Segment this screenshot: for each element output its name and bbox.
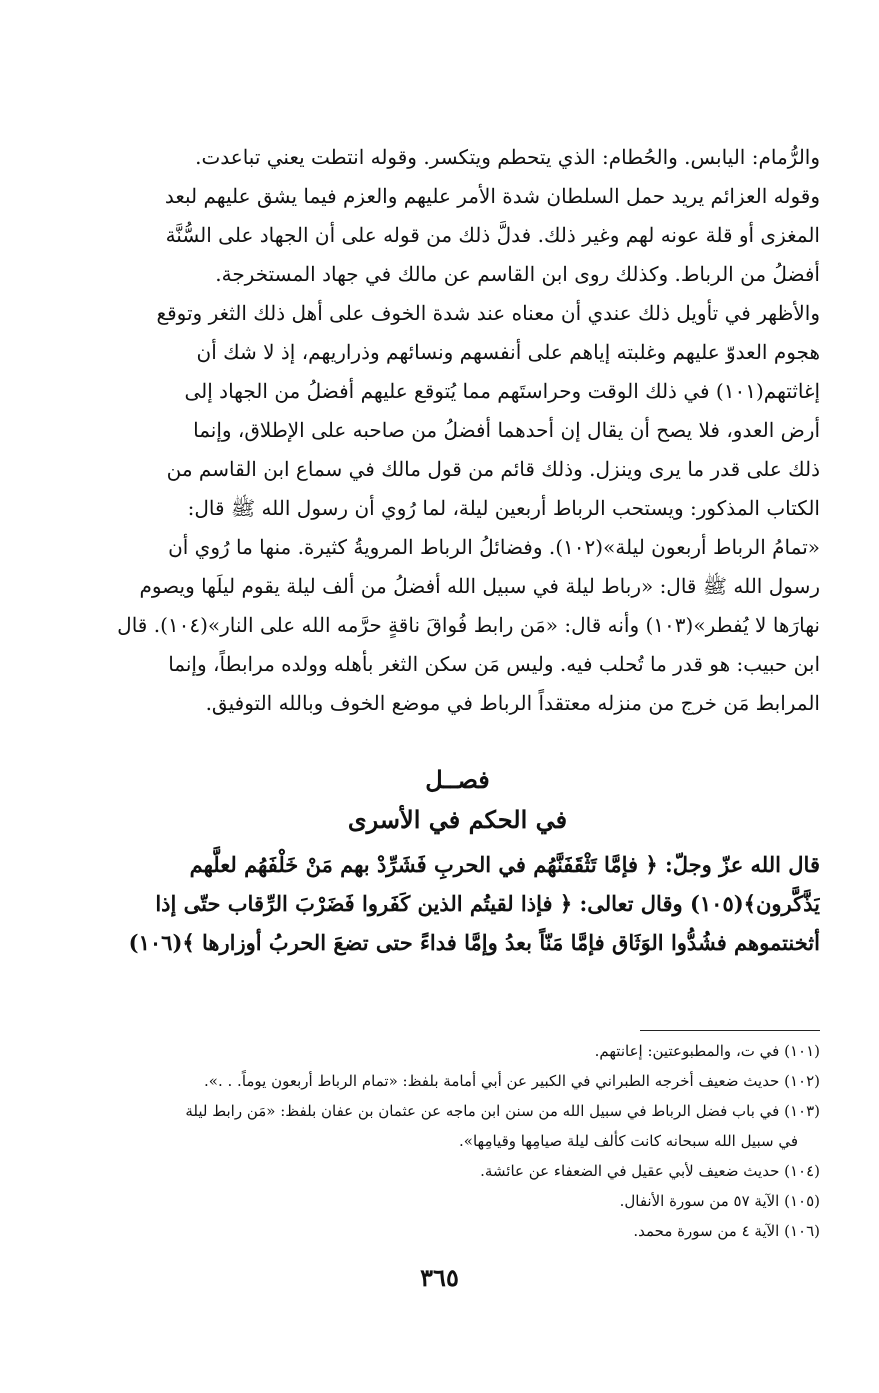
body-line: المرابط مَن خرج من منزله معتقداً الرباط في موضع الخوف وبالله التوفيق. (205, 691, 820, 715)
footnote: (١٠٥) الآية ٥٧ من سورة الأنفال. (619, 1192, 820, 1210)
body-line: نهارَها لا يُفطر»(١٠٣) وأنه قال: «مَن رابط فُواقَ ناقةٍ حرَّمه الله على النار»(١٠٤). قال (117, 613, 820, 637)
body-line: رسول الله ﷺ قال: «رباط ليلة في سبيل الله أفضلُ من ألف ليلة يقوم ليلَها ويصوم (139, 574, 820, 598)
verse-line: قال الله عزّ وجلّ: ﴿ فإمَّا تَثْقَفَنَّهُم في الحربِ فَشَرِّدْ بهم مَنْ خَلْفَهُم لعلَّهم (189, 852, 820, 877)
body-line: «تمامُ الرباط أربعون ليلة»(١٠٢). وفضائلُ الرباط المرويةُ كثيرة. منها ما رُوي أن (168, 535, 820, 559)
section-subtitle: في الحكم في الأسرى (347, 805, 568, 834)
body-line: المغزى أو قلة عونه لهم وغير ذلك. فدلَّ ذلك من قوله على أن الجهاد على السُّنَّة (165, 223, 820, 247)
body-line: أرض العدو، فلا يصح أن يقال إن أحدهما أفضلُ من صاحبه على الإطلاق، وإنما (193, 418, 820, 442)
body-line: والأظهر في تأويل ذلك عندي أن معناه عند شدة الخوف على أهل ذلك الثغر وتوقع (156, 301, 820, 325)
main-text (95, 138, 820, 962)
section-title: فصــل (425, 765, 490, 794)
body-line: أفضلُ من الرباط. وكذلك روى ابن القاسم عن مالك في جهاد المستخرجة. (215, 262, 820, 286)
page-number: ٣٦٥ (420, 1263, 459, 1292)
footnote-separator (640, 1030, 820, 1031)
body-line: الكتاب المذكور: ويستحب الرباط أربعين ليلة، لما رُوي أن رسول الله ﷺ قال: (187, 496, 820, 520)
verse-line: يَذَّكَّرون﴾(١٠٥) وقال تعالى: ﴿ فإذا لقيتُم الذين كَفَروا فَضَرْبَ الرِّقاب حتّى إذا (155, 891, 820, 916)
footnote: (١٠٣) في باب فضل الرباط في سبيل الله من سنن ابن ماجه عن عثمان بن عفان بلفظ: «مَن رابط ليلة (185, 1102, 820, 1120)
footnote: (١٠١) في ت، والمطبوعتين: إعانتهم. (594, 1042, 820, 1060)
body-line: ابن حبيب: هو قدر ما تُحلب فيه. وليس مَن سكن الثغر بأهله وولده مرابطاً، وإنما (168, 652, 820, 676)
footnotes (95, 1036, 820, 1246)
body-line: وقوله العزائم يريد حمل السلطان شدة الأمر عليهم والعزم فيما يشق عليهم لبعد (164, 184, 820, 208)
body-line: هجوم العدوّ عليهم وغلبته إياهم على أنفسهم ونسائهم وذراريهم، إذ لا شك أن (196, 340, 820, 364)
body-line: إغاثتهم(١٠١) في ذلك الوقت وحراستَهم مما يُتوقع عليهم أفضلُ من الجهاد إلى (184, 379, 820, 403)
footnote: (١٠٦) الآية ٤ من سورة محمد. (633, 1222, 820, 1240)
body-line: والرُّمام: اليابس. والحُطام: الذي يتحطم ويتكسر. وقوله انتطت يعني تباعدت. (195, 145, 820, 169)
footnote-continuation: في سبيل الله سبحانه كانت كألف ليلة صيامِها وقيامِها». (459, 1132, 798, 1150)
footnote: (١٠٢) حديث ضعيف أخرجه الطبراني في الكبير عن أبي أمامة بلفظ: «تمام الرباط أربعون يوماً. . .». (204, 1072, 820, 1090)
body-line: ذلك على قدر ما يرى وينزل. وذلك قائم من قول مالك في سماع ابن القاسم من (166, 457, 820, 481)
footnote: (١٠٤) حديث ضعيف لأبي عقيل في الضعفاء عن عائشة. (480, 1162, 820, 1180)
verse-line: أثخنتموهم فشُدُّوا الوَثَاق فإمَّا مَنّاً بعدُ وإمَّا فداءً حتى تضعَ الحربُ أوزارها ﴾(١٠٦) (128, 930, 820, 955)
